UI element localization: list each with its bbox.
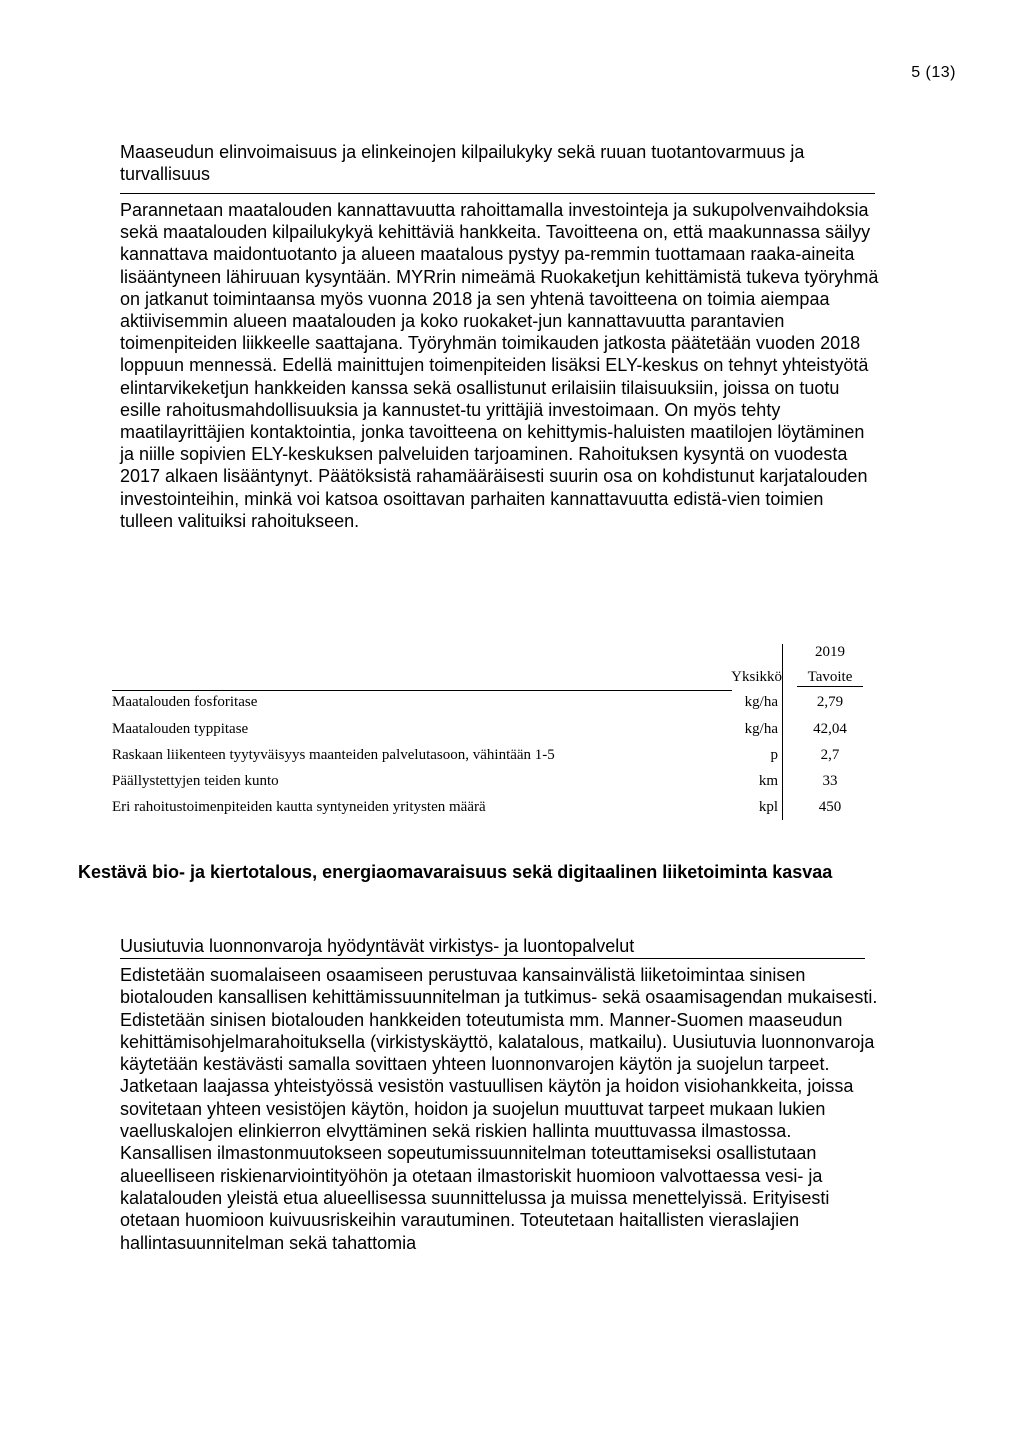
heading-underline <box>120 193 875 194</box>
row-unit: km <box>758 773 778 789</box>
body-paragraph: Parannetaan maatalouden kannattavuutta rahoittamalla investointeja ja sukupolvenvaihdoksia sekä maatalouden kilpailukykyä kehittäviä hankkeita. Tavoitteena on, että maakunnassa säilyy kannattava maidontuotanto ja alueen maatalous pystyy pa-remmin tuottamaan raaka-aineita lisääntyneen lähiruuan kysyntään. MYRrin nimeämä Ruokaketjun kehittämistä tukeva työryhmä on jatkanut toimintaansa myös vuonna 2018 ja sen yhtenä tavoitteena on toimia aiempaa aktiivisemmin alueen maatalouden ja koko ruokaket-jun kannattavuutta parantavien toimenpiteiden liikkeelle saattajana. Työryhmän toimikauden jatkosta päätetään vuoden 2018 loppuun mennessä. Edellä mainittujen toimenpiteiden lisäksi ELY-keskus on tehnyt yhteistyötä elintarvikeketjun hankkeiden kanssa sekä osallistunut erilaisiin tilaisuuksiin, joissa on tuotu esille rahoitusmahdollisuuksia ja kannustet-tu yrittäjiä investoimaan. On myös tehty maatilayrittäjien kontaktointia, jonka tavoitteena on kehittymis-haluisten maatilojen löytäminen ja niille sopivien ELY-keskuksen palveluiden tarjoaminen. Rahoituksen kysyntä on vuodesta 2017 alkaen lisääntynyt. Päätöksistä rahamääräisesti suurin osa on kohdistunut karjatalouden investointeihin, minkä voi katsoa osoittavan parhaiten kannattavuutta edistä-vien toimien tulleen valituiksi rahoitukseen. <box>120 200 879 531</box>
table-header-rule <box>112 690 732 691</box>
row-unit: p <box>770 747 778 763</box>
section-heading: Maaseudun elinvoimaisuus ja elinkeinojen kilpailukyky sekä ruuan tuotantovarmuus ja turvallisuus <box>120 142 805 184</box>
row-value: 450 <box>818 799 842 815</box>
table-row <box>112 721 862 743</box>
row-label: Raskaan liikenteen tyytyväisyys maanteiden palvelutasoon, vähintään 1-5 <box>112 747 555 763</box>
row-label: Maatalouden fosforitase <box>112 694 258 710</box>
row-label: Eri rahoitustoimenpiteiden kautta syntyneiden yritysten määrä <box>112 799 486 815</box>
row-value: 33 <box>822 773 838 789</box>
subsection-heading: Uusiutuvia luonnonvaroja hyödyntävät virkistys- ja luontopalvelut <box>120 936 635 956</box>
unit-header: Yksikkö <box>731 669 782 685</box>
row-label: Maatalouden typpitase <box>112 721 249 737</box>
year-header: 2019 <box>815 644 845 660</box>
table-row <box>112 747 862 769</box>
page-number: 5 (13) <box>911 64 956 81</box>
table-row <box>112 799 862 821</box>
row-unit: kg/ha <box>744 721 778 737</box>
row-label: Päällystettyjen teiden kunto <box>112 773 279 789</box>
target-header-underline <box>797 686 863 687</box>
row-unit: kg/ha <box>744 694 778 710</box>
row-value: 2,7 <box>820 747 840 763</box>
subsection-underline <box>120 958 865 959</box>
row-unit: kpl <box>758 799 778 815</box>
table-row <box>112 773 862 795</box>
table-row <box>112 694 862 716</box>
target-header: Tavoite <box>807 669 853 685</box>
body-paragraph: Edistetään suomalaiseen osaamiseen perustuvaa kansainvälistä liiketoimintaa sinisen biotalouden kansallisen kehittämissuunnitelman ja tutkimus- sekä osaamisagendan mukaisesti. Edistetään sinisen biotalouden hankkeiden toteutumista mm. Manner-Suomen maaseudun kehittämisohjelmarahoituksella (virkistyskäyttö, kalatalous, matkailu). Uusiutuvia luonnonvaroja käytetään kestävästi samalla sovittaen yhteen luonnonvarojen käytön ja suojelun tarpeet. Jatketaan laajassa yhteistyössä vesistön vastuullisen käytön ja hoidon visiohankkeita, joissa sovitetaan yhteen vesistöjen käytön, hoidon ja suojelun muuttuvat tarpeet mukaan lukien vaelluskalojen elinkierron elvyttäminen sekä riskien hallinta muuttuvassa ilmastossa. Kansallisen ilmastonmuutokseen sopeutumissuunnitelman toteuttamiseksi osallistutaan alueelliseen riskienarviointityöhön ja otetaan ilmastoriskit huomioon valvottaessa vesi- ja kalatalouden yleistä etua alueellisessa suunnittelussa ja muissa menettelyissä. Erityisesti otetaan huomioon kuivuusriskeihin varautuminen. Toteutetaan haitallisten vieraslajien hallintasuunnitelman sekä tahattomia <box>120 965 878 1253</box>
row-value: 2,79 <box>816 694 844 710</box>
section-heading-bioeconomy: Kestävä bio- ja kiertotalous, energiaomavaraisuus sekä digitaalinen liiketoiminta kasvaa <box>78 862 833 882</box>
section-heading-countryside <box>120 141 880 185</box>
row-value: 42,04 <box>813 721 847 737</box>
